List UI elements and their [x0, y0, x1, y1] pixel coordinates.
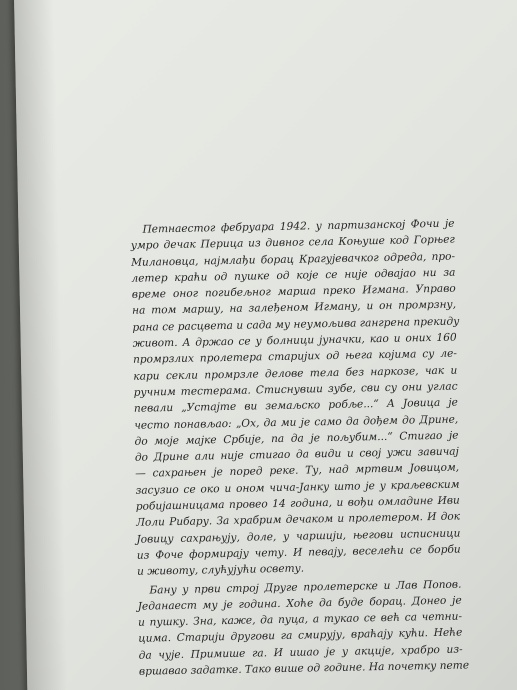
text-line: вршавао задатке. Тако више од године. На почетку пете — [138, 659, 470, 678]
text-line: Петнаестог фебруара 1942. у партизанској Фочи је — [142, 217, 455, 236]
text-line: Јовицу сахрањују, доле, у чаршији, његови исписници — [136, 527, 461, 546]
text-line: и животу, слућујући освету. — [136, 562, 305, 578]
paragraph-2 — [137, 576, 470, 680]
text-line: Лоли Рибару. За храбрим дечаком и пролетером. И док — [136, 510, 461, 530]
text-line: Једанаест му је година. Хоће да буде борац. Донео је — [137, 594, 462, 613]
text-line: промрзлих пролетера старијих од њега којима су ле- — [132, 347, 458, 367]
text-line: летер краћи од пушке од које се није одвајао ни за — [131, 266, 456, 285]
text-line: Бану у први строј Друге пролетерске и Лав Попов. — [149, 578, 462, 597]
text-line: до моје мајке Србије, па да је пољубим...“ Стигао је — [134, 429, 459, 448]
text-line: из Фоче формирају чету. И певају, веселећи се борби — [136, 543, 461, 562]
text-line: цима. Старији другови га смирују, враћају кући. Неће — [138, 626, 463, 646]
text-line: — сахрањен је поред реке. Ту, над мртвим Јовицом, — [135, 461, 460, 481]
text-line: време оног погибељног марша преко Игмана. Управо — [131, 282, 456, 301]
text-line: кари секли промрзле делове тела без наркозе, чак и — [133, 364, 458, 383]
text-line: живот. А држао се у болници јуначки, као и оних 160 — [132, 331, 457, 350]
text-line: робијашницама провео 14 година, и вођи омладине Иви — [135, 494, 460, 513]
text-line: засузио се око и оном чича-Јанку што је у краљевским — [135, 478, 460, 497]
text-line: Милановца, најмлађи борац Крагујевачког одреда, про- — [131, 250, 456, 269]
page-spine-shadow — [14, 0, 68, 690]
text-line: до Дрине али није стигао да види и свој ужи завичај — [134, 445, 459, 464]
text-line: често понављао: „Ох, да ми је само да дођем до Дрине, — [134, 413, 459, 432]
body-text — [130, 216, 470, 680]
text-line: ручним тестерама. Стиснувши зубе, сви су они углас — [133, 380, 458, 399]
book-page — [14, 0, 517, 690]
text-line: на том маршу, на залеђеном Игману, и он промрзну, — [131, 299, 457, 318]
text-line: певали „Устајте ви земаљско робље...“ А Јовица је — [133, 396, 459, 416]
text-line: рана се расцвета и сада му неумољива гангрена прекиду — [132, 315, 460, 334]
text-line: умро дечак Перица из дивног села Коњуше код Горњег — [130, 233, 455, 253]
text-line: да чује. Примише га. И ишао је у акције, храбро из- — [138, 643, 463, 662]
text-line: и пушку. Зна, каже, да пуца, а тукао се већ са четни- — [137, 610, 463, 629]
paragraph-1 — [130, 216, 461, 581]
